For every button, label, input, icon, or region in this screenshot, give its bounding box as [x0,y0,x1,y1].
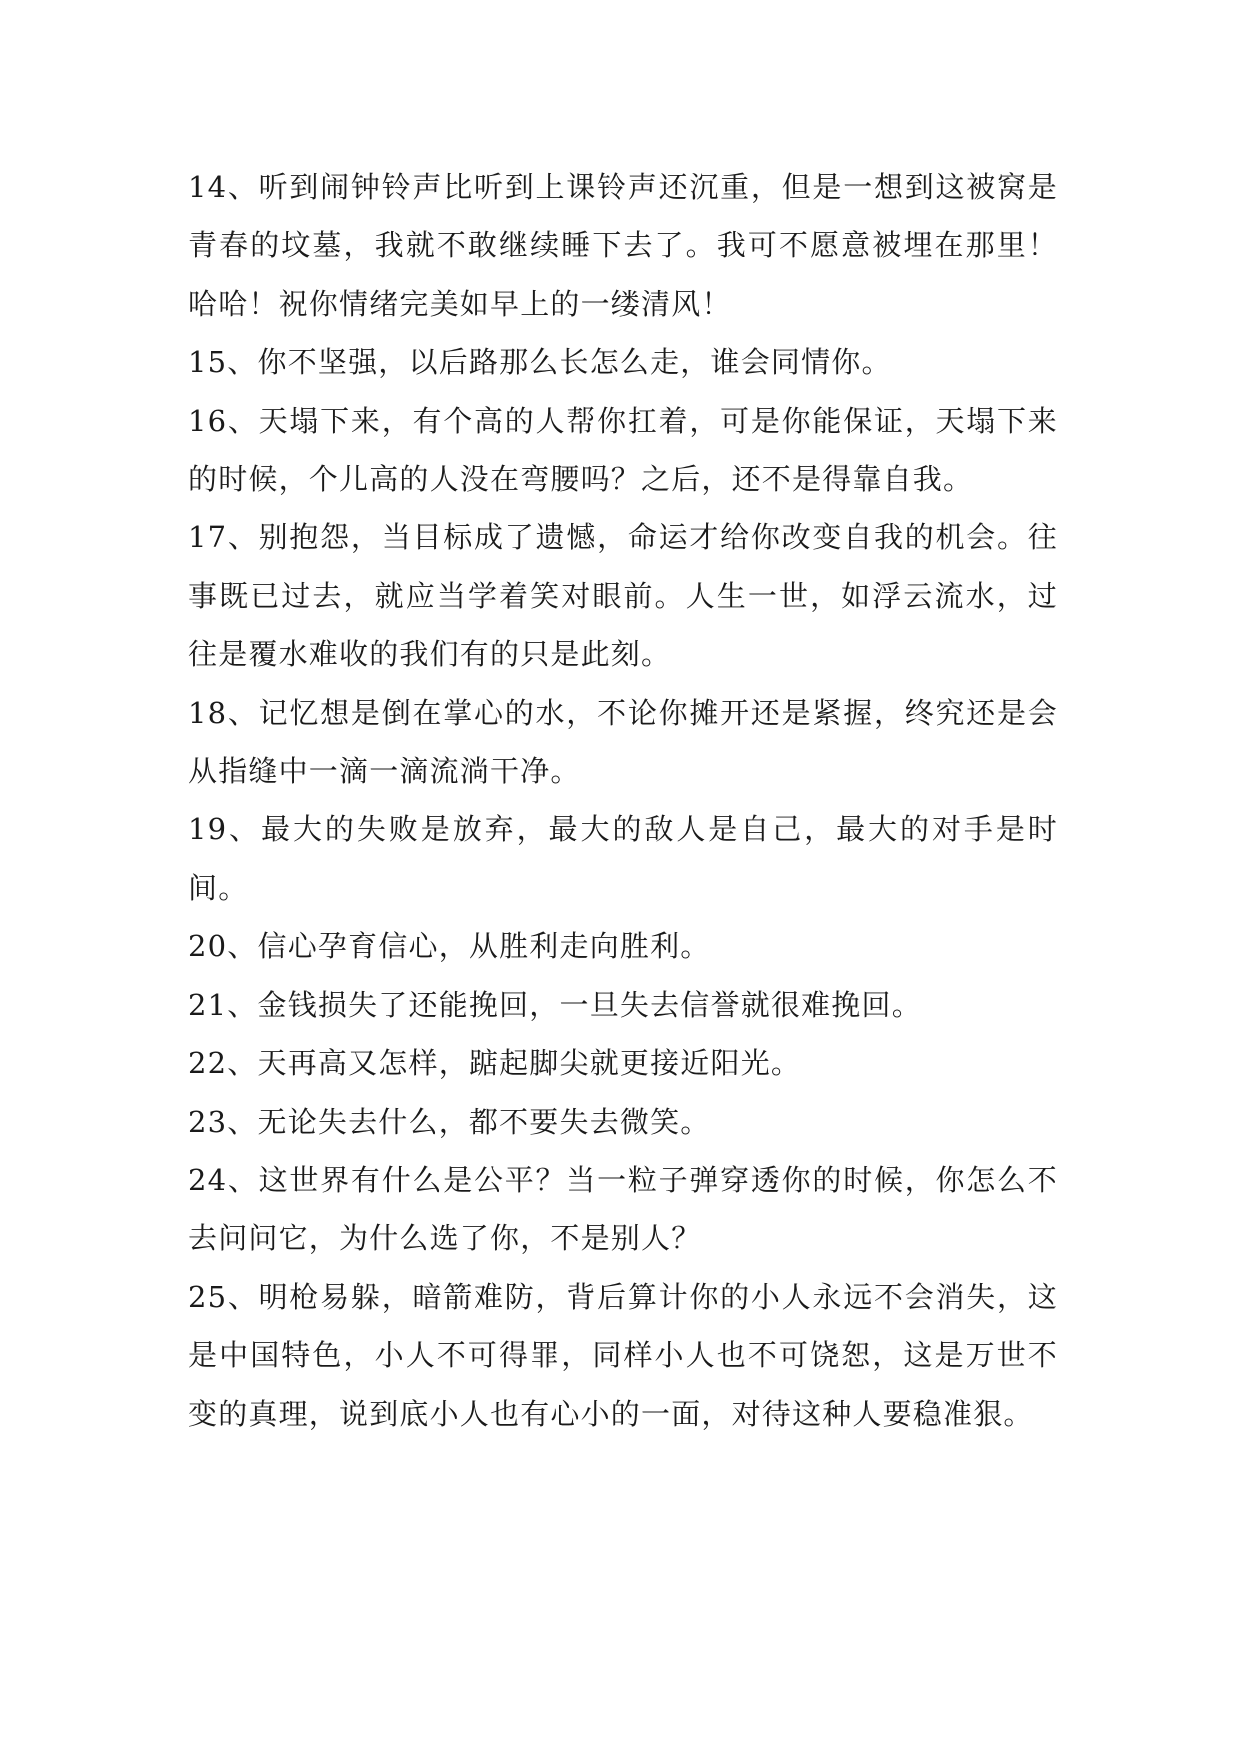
list-item: 21、金钱损失了还能挽回，一旦失去信誉就很难挽回。 [188,987,922,1022]
list-item: 18、记忆想是倒在掌心的水，不论你摊开还是紧握，终究还是会从指缝中一滴一滴流淌干净。 [188,695,1058,789]
list-item: 17、别抱怨，当目标成了遗憾，命运才给你改变自我的机会。往事既已过去，就应当学着笑对眼前。人生一世，如浮云流水，过往是覆水难收的我们有的只是此刻。 [188,520,1058,672]
list-item: 25、明枪易躲，暗箭难防，背后算计你的小人永远不会消失，这是中国特色，小人不可得罪，同样小人也不可饶恕，这是万世不变的真理，说到底小人也有心小的一面，对待这种人要稳准狠。 [188,1279,1058,1431]
list-item: 24、这世界有什么是公平？当一粒子弹穿透你的时候，你怎么不去问问它，为什么选了你，不是别人？ [188,1162,1058,1256]
list-item: 14、听到闹钟铃声比听到上课铃声还沉重，但是一想到这被窝是青春的坟墓，我就不敢继续睡下去了。我可不愿意被埋在那里！哈哈！祝你情绪完美如早上的一缕清风！ [188,170,1058,321]
list-item: 19、最大的失败是放弃，最大的敌人是自己，最大的对手是时间。 [188,812,1058,905]
list-item: 20、信心孕育信心，从胜利走向胜利。 [188,929,711,964]
list-item: 16、天塌下来，有个高的人帮你扛着，可是你能保证，天塌下来的时候，个儿高的人没在弯腰吗？之后，还不是得靠自我。 [188,403,1058,497]
list-item: 22、天再高又怎样，踮起脚尖就更接近阳光。 [188,1046,802,1081]
quote-list [188,158,1058,1443]
list-item: 15、你不坚强，以后路那么长怎么走，谁会同情你。 [188,345,892,380]
list-item: 23、无论失去什么，都不要失去微笑。 [188,1104,711,1139]
